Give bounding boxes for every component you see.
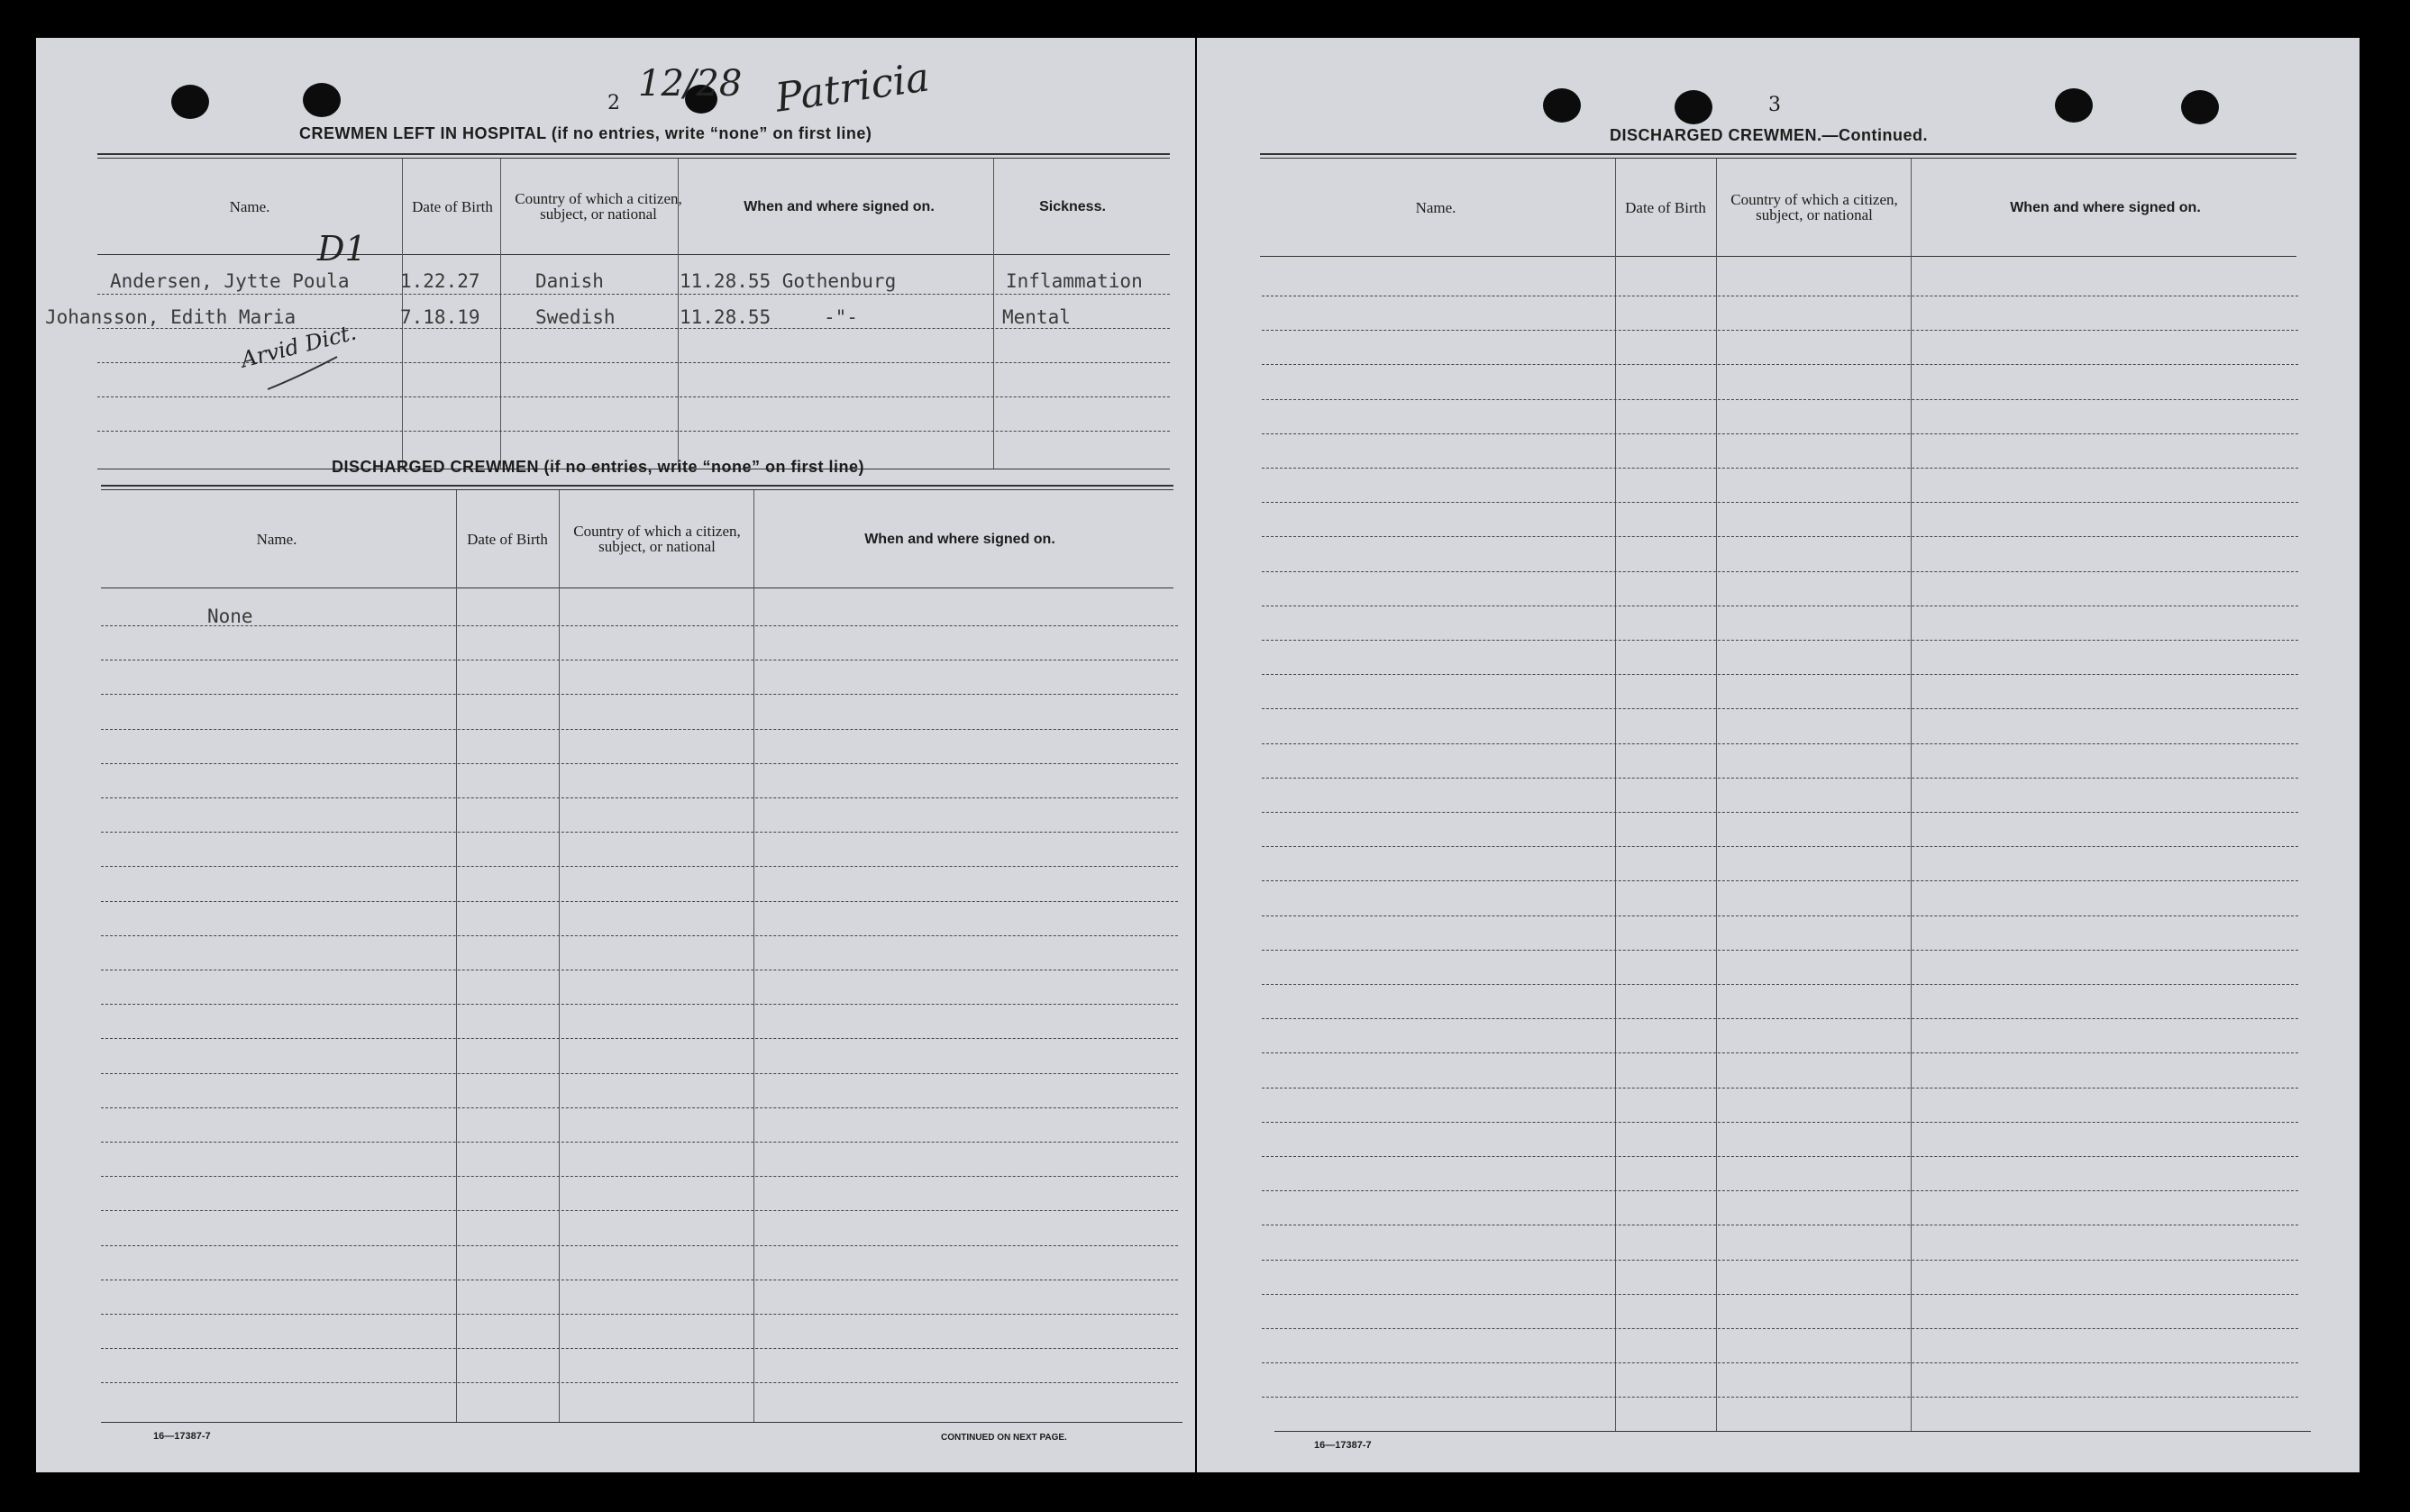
right-col-header-dob: Date of Birth xyxy=(1625,198,1706,216)
ruled-line xyxy=(1262,399,2298,400)
ruled-line xyxy=(1262,674,2298,675)
ruled-line xyxy=(101,625,1178,626)
ruled-line xyxy=(1262,1328,2298,1329)
ruled-line xyxy=(101,1382,1178,1383)
handwritten-date: 12/28 xyxy=(638,63,743,105)
punch-hole xyxy=(1543,88,1581,123)
ruled-line xyxy=(101,901,1178,902)
ruled-line xyxy=(1262,778,2298,779)
page-number: 3 xyxy=(1768,94,1781,116)
handwritten-d1: D1 xyxy=(317,229,367,269)
ruled-line xyxy=(101,1245,1178,1246)
hospital-row-1-name: Andersen, Jytte Poula xyxy=(110,270,350,292)
ruled-line xyxy=(1262,468,2298,469)
ruled-line xyxy=(101,1038,1178,1039)
ruled-line xyxy=(1262,1260,2298,1261)
right-col-header-name: Name. xyxy=(1415,198,1456,216)
punch-hole xyxy=(2055,88,2093,123)
punch-hole xyxy=(171,85,209,119)
hospital-row-2-signed-on-place: -"- xyxy=(824,306,858,328)
punch-hole xyxy=(303,83,341,117)
ruled-line xyxy=(1262,708,2298,709)
handwritten-signature: Arvid Dict. xyxy=(238,319,360,373)
ruled-line xyxy=(1262,433,2298,434)
discharged-first-entry: None xyxy=(207,606,253,627)
hospital-row-2-signed-on: 11.28.55 xyxy=(680,306,771,328)
ruled-line xyxy=(101,1314,1178,1315)
ruled-line xyxy=(1262,984,2298,985)
ruled-line xyxy=(1262,880,2298,881)
col-header-signed-on: When and where signed on. xyxy=(744,198,935,214)
ruled-line xyxy=(1262,846,2298,847)
ruled-line xyxy=(1262,1397,2298,1398)
ruled-line xyxy=(101,1176,1178,1177)
right-page xyxy=(1197,38,2360,1472)
form-number: 16—17387-7 xyxy=(1314,1440,1372,1451)
ruled-line xyxy=(1262,950,2298,951)
col-header-dob: Date of Birth xyxy=(412,197,493,215)
hospital-row-1-signed-on: 11.28.55 Gothenburg xyxy=(680,270,897,292)
ruled-line xyxy=(1262,640,2298,641)
hospital-row-2-dob: 7.18.19 xyxy=(400,306,480,328)
hospital-row-1-sickness: Inflammation xyxy=(1006,270,1143,292)
col-header-country: Country of which a citizen, subject, or national xyxy=(515,190,682,223)
ruled-line xyxy=(1262,915,2298,916)
ruled-line xyxy=(101,729,1178,730)
ruled-line xyxy=(1262,812,2298,813)
handwritten-name: Patricia xyxy=(772,54,933,122)
ruled-line xyxy=(101,694,1178,695)
ruled-line xyxy=(1262,1362,2298,1363)
discharged-col-header-name: Name. xyxy=(256,530,297,548)
ruled-line xyxy=(101,1004,1178,1005)
left-page xyxy=(36,38,1195,1472)
ruled-line xyxy=(101,1073,1178,1074)
right-col-header-country: Country of which a citizen, subject, or national xyxy=(1730,191,1898,223)
ruled-line xyxy=(1262,571,2298,572)
ruled-line xyxy=(101,763,1178,764)
ruled-line xyxy=(1262,1122,2298,1123)
continued-note: CONTINUED ON NEXT PAGE. xyxy=(941,1433,1067,1443)
ruled-line xyxy=(1262,1018,2298,1019)
signature-stroke xyxy=(263,350,344,395)
form-number: 16—17387-7 xyxy=(153,1431,211,1442)
ruled-line xyxy=(1262,1294,2298,1295)
col-header-name: Name. xyxy=(229,197,270,215)
ruled-line xyxy=(101,832,1178,833)
punch-hole xyxy=(2181,90,2219,124)
ruled-line xyxy=(101,1348,1178,1349)
hospital-row-2-country: Swedish xyxy=(535,306,616,328)
right-col-header-signed-on: When and where signed on. xyxy=(2010,199,2201,215)
ruled-line xyxy=(101,935,1178,936)
ruled-line xyxy=(101,797,1178,798)
hospital-row-1-dob: 1.22.27 xyxy=(400,270,480,292)
hospital-row-2-sickness: Mental xyxy=(1002,306,1071,328)
hospital-section-title: CREWMEN LEFT IN HOSPITAL (if no entries, write “none” on first line) xyxy=(299,124,872,142)
ruled-line xyxy=(1262,502,2298,503)
discharged-section-title: DISCHARGED CREWMEN (if no entries, write “none” on first line) xyxy=(332,458,865,476)
ruled-line xyxy=(1262,743,2298,744)
col-header-sickness: Sickness. xyxy=(1039,198,1106,214)
discharged-col-header-signed-on: When and where signed on. xyxy=(864,531,1055,547)
ruled-line xyxy=(101,1142,1178,1143)
ruled-line xyxy=(1262,1190,2298,1191)
ruled-line xyxy=(101,1210,1178,1211)
right-section-title: DISCHARGED CREWMEN.—Continued. xyxy=(1610,126,1928,144)
ruled-line xyxy=(1262,536,2298,537)
ruled-line xyxy=(1262,364,2298,365)
hospital-row-1-country: Danish xyxy=(535,270,604,292)
ruled-line xyxy=(1262,1156,2298,1157)
hospital-row-2-name: Johansson, Edith Maria xyxy=(45,306,297,328)
ruled-line xyxy=(101,1107,1178,1108)
ruled-line xyxy=(1262,1052,2298,1053)
ruled-line xyxy=(101,866,1178,867)
punch-hole xyxy=(1675,90,1712,124)
ruled-line xyxy=(1262,330,2298,331)
discharged-col-header-dob: Date of Birth xyxy=(467,530,548,548)
page-number: 2 xyxy=(607,92,620,114)
discharged-col-header-country: Country of which a citizen, subject, or national xyxy=(573,523,741,555)
